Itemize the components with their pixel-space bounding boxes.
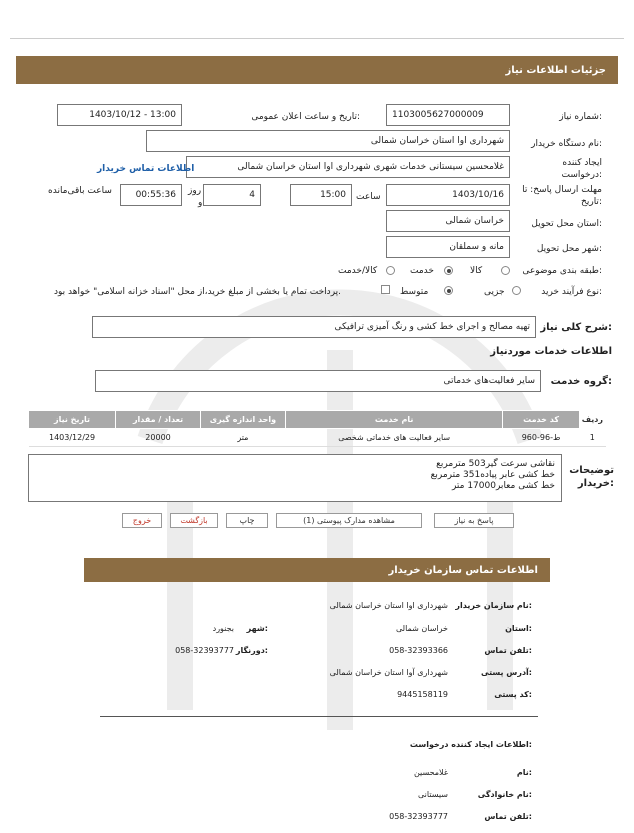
and-label: و xyxy=(198,198,203,208)
services-heading: اطلاعات خدمات موردنیاز xyxy=(490,346,612,357)
radio-goods[interactable] xyxy=(501,266,510,275)
radio-minor-label: جزیی xyxy=(484,287,505,297)
treasury-checkbox[interactable] xyxy=(381,285,390,294)
description-field: تهیه مصالح و اجرای خط کشی و رنگ آمیزی ترافیکی xyxy=(92,316,536,338)
buyer-field[interactable]: شهرداری اوا استان خراسان شمالی xyxy=(146,130,510,152)
radio-goods-service[interactable] xyxy=(386,266,395,275)
creator-phone-label: تلفن تماس: xyxy=(484,812,532,821)
creator-name-value: غلامحسین xyxy=(413,768,448,777)
creator-label: ایجاد کننده درخواست: xyxy=(561,158,602,180)
phone-value: 058-32393366 xyxy=(389,646,448,655)
top-divider xyxy=(10,38,624,39)
deadline-time-field[interactable]: 15:00 xyxy=(290,184,352,206)
creator-name-label: نام: xyxy=(516,768,532,777)
buyer-label: نام دستگاه خریدار: xyxy=(531,139,602,149)
days-label: روز xyxy=(188,186,202,196)
contact-header xyxy=(84,558,550,582)
cell-date: 1403/12/29 xyxy=(29,429,116,447)
page-header xyxy=(16,56,618,84)
attachments-button[interactable]: مشاهده مدارک پیوستی (1) xyxy=(276,513,422,528)
notes-line-3: خط کشی معابر17000 متر xyxy=(451,481,555,491)
notes-label: توضیحات خریدار: xyxy=(569,465,614,489)
phone-label: تلفن تماس: xyxy=(484,646,532,655)
contact-city-label: شهر: xyxy=(246,624,268,633)
description-label: شرح کلی نیاز: xyxy=(540,322,612,333)
radio-service-label: خدمت xyxy=(410,266,434,276)
notes-box xyxy=(28,454,562,502)
fax-label: دورنگار: xyxy=(235,646,268,655)
col-qty: تعداد / مقدار xyxy=(116,411,201,429)
table-header-row xyxy=(29,411,606,429)
creator-phone-value: 058-32393777 xyxy=(389,812,448,821)
city-field[interactable]: مانه و سملقان xyxy=(386,236,510,258)
creator-field[interactable]: غلامحسین سیستانی خدمات شهری شهرداری اوا استان خراسان شمالی xyxy=(186,156,510,178)
notes-line-2: خط کشی عابر پیاده351 مترمربع xyxy=(430,470,555,480)
buyer-contact-link[interactable]: اطلاعات تماس خریدار xyxy=(97,164,195,174)
page-title: جزئیات اطلاعات نیاز xyxy=(505,64,606,76)
radio-goods-label: کالا xyxy=(470,266,483,276)
postal-value: 9445158119 xyxy=(397,690,448,699)
need-number-field[interactable]: 1103005627000009 xyxy=(386,104,510,126)
org-value: شهرداری اوا استان خراسان شمالی xyxy=(329,601,448,610)
address-label: آدرس پستی: xyxy=(481,668,532,677)
city-label: شهر محل تحویل: xyxy=(536,244,602,254)
creator-family-value: سیستانی xyxy=(418,790,448,799)
cell-name: سایر فعالیت های خدماتی شخصی xyxy=(285,429,503,447)
reply-button[interactable]: پاسخ به نیاز xyxy=(434,513,514,528)
category-label: طبقه بندی موضوعی: xyxy=(522,266,602,276)
fax-value: 058-32393777 xyxy=(175,646,234,655)
col-unit: واحد اندازه گیری xyxy=(200,411,285,429)
radio-minor[interactable] xyxy=(512,286,521,295)
cell-qty: 20000 xyxy=(116,429,201,447)
cell-code: ط-96-960 xyxy=(503,429,579,447)
radio-medium-label: متوسط xyxy=(400,287,429,297)
col-date: تاریخ نیاز xyxy=(29,411,116,429)
cell-unit: متر xyxy=(200,429,285,447)
exit-button[interactable]: خروج xyxy=(122,513,162,528)
org-label: نام سازمان خریدار: xyxy=(455,601,532,610)
contact-divider xyxy=(100,716,538,717)
announce-label: تاریخ و ساعت اعلان عمومی: xyxy=(251,112,360,122)
col-name: نام خدمت xyxy=(285,411,503,429)
radio-service[interactable] xyxy=(444,266,453,275)
province-label: استان محل تحویل: xyxy=(531,219,602,229)
time-label: ساعت xyxy=(356,192,381,202)
process-label: نوع فرآیند خرید: xyxy=(541,287,602,297)
col-row: ردیف xyxy=(579,411,605,429)
address-value: شهرداری آوا استان خراسان شمالی xyxy=(329,668,448,677)
services-table xyxy=(28,410,606,447)
remaining-time-field: 00:55:36 xyxy=(120,184,182,206)
notes-line-1: نقاشی سرعت گیر503 مترمربع xyxy=(436,459,555,469)
remaining-label: ساعت باقی‌مانده xyxy=(48,186,112,196)
payment-note: پرداخت تمام یا بخشی از مبلغ خرید،از محل "اسناد خزانه اسلامی" خواهد بود. xyxy=(54,287,342,297)
contact-title: اطلاعات تماس سازمان خریدار xyxy=(388,564,538,576)
radio-goods-service-label: کالا/خدمت xyxy=(338,266,378,276)
deadline-label: مهلت ارسال پاسخ: تا تاریخ: xyxy=(522,185,602,207)
col-code: کد خدمت xyxy=(503,411,579,429)
print-button[interactable]: چاپ xyxy=(226,513,268,528)
table-row xyxy=(29,429,606,447)
deadline-date-field[interactable]: 1403/10/16 xyxy=(386,184,510,206)
announce-field[interactable]: 1403/10/12 - 13:00 xyxy=(57,104,182,126)
creator-info-heading: اطلاعات ایجاد کننده درخواست: xyxy=(409,740,532,749)
service-group-label: گروه خدمت: xyxy=(550,376,612,387)
contact-province-label: استان: xyxy=(505,624,532,633)
province-field[interactable]: خراسان شمالی xyxy=(386,210,510,232)
radio-medium[interactable] xyxy=(444,286,453,295)
postal-label: کد پستی: xyxy=(494,690,532,699)
back-button[interactable]: بازگشت xyxy=(170,513,218,528)
cell-row: 1 xyxy=(579,429,605,447)
days-field[interactable]: 4 xyxy=(203,184,261,206)
service-group-field: سایر فعالیت‌های خدماتی xyxy=(95,370,541,392)
contact-province-value: خراسان شمالی xyxy=(395,624,448,633)
contact-city-value: بجنورد xyxy=(212,624,234,633)
need-number-label: شماره نیاز: xyxy=(559,112,602,122)
creator-family-label: نام خانوادگی: xyxy=(477,790,532,799)
